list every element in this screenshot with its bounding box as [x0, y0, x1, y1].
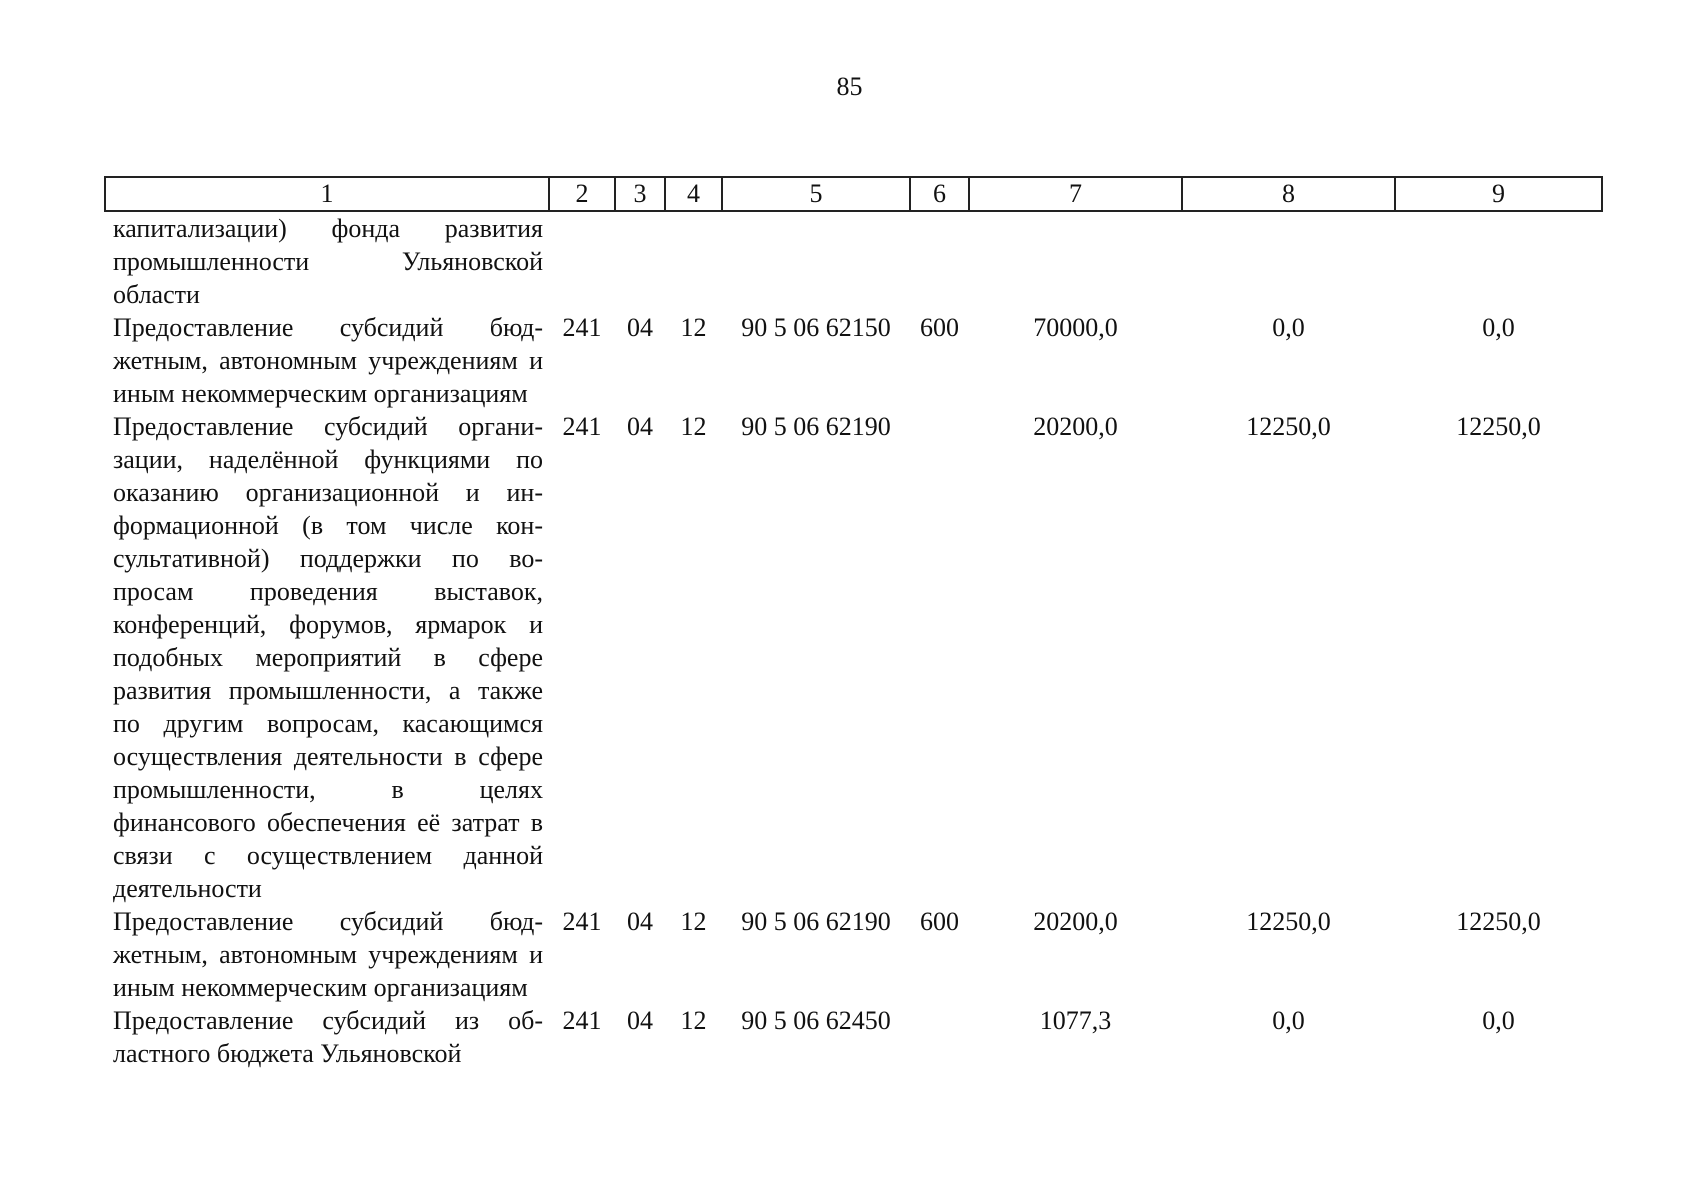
row-col-5: 90 5 06 62190 — [741, 412, 891, 441]
row-col-8: 12250,0 — [1246, 412, 1331, 441]
row-col-2: 241 — [562, 1006, 602, 1035]
header-col-1: 1 — [105, 177, 549, 211]
row-col-7: 20200,0 — [1033, 907, 1118, 936]
header-col-5: 5 — [722, 177, 910, 211]
header-col-9: 9 — [1395, 177, 1602, 211]
row-col-7 — [969, 211, 1182, 311]
row-description: Предоставление субсидий организации, наделённой функциями по оказанию организационной и информационной (в том числе консультативной) поддержки по вопросам проведения выставок, конференций, форумов, ярмарок и подобных мероприятий в сфере развития промышленности, а также по другим вопросам, касающимся осуществления деятельности в сфере промышленности, в целях финансового обеспечения её затрат в связи с осуществлением данной деятельности — [113, 412, 543, 903]
table-header — [105, 177, 1602, 211]
row-col-4 — [665, 211, 722, 311]
row-col-3: 04 — [627, 313, 653, 342]
row-col-6 — [910, 410, 969, 905]
table-row — [105, 311, 1602, 410]
row-col-5: 90 5 06 62190 — [741, 907, 891, 936]
page-number: 85 — [836, 72, 863, 101]
row-col-9 — [1395, 211, 1602, 311]
row-col-9: 12250,0 — [1456, 412, 1541, 441]
row-col-6: 600 — [920, 313, 959, 342]
row-col-8: 0,0 — [1272, 1006, 1305, 1035]
header-row — [105, 177, 1602, 211]
row-col-3 — [615, 211, 665, 311]
row-col-7: 1077,3 — [1039, 1006, 1112, 1035]
row-col-5 — [722, 211, 910, 311]
table-row — [105, 905, 1602, 1004]
row-col-7: 70000,0 — [1033, 313, 1118, 342]
header-col-7: 7 — [969, 177, 1182, 211]
row-description: Предоставление субсидий бюджетным, автономным учреждениям и иным некоммерческим организациям — [113, 907, 543, 1002]
header-col-4: 4 — [665, 177, 722, 211]
row-col-6 — [910, 1004, 969, 1070]
row-col-4: 12 — [680, 1006, 707, 1035]
row-col-4: 12 — [680, 907, 707, 936]
header-col-6: 6 — [910, 177, 969, 211]
row-col-4: 12 — [680, 313, 707, 342]
row-description: капитализации) фонда развития промышленности Ульяновской области — [113, 214, 543, 309]
header-col-2: 2 — [549, 177, 615, 211]
row-description: Предоставление субсидий из областного бюджета Ульяновской — [113, 1006, 543, 1068]
row-col-8: 0,0 — [1272, 313, 1305, 342]
table-row — [105, 410, 1602, 905]
row-col-2 — [549, 211, 615, 311]
header-col-8: 8 — [1182, 177, 1395, 211]
row-col-2: 241 — [562, 313, 602, 342]
row-col-6: 600 — [920, 907, 959, 936]
row-col-5: 90 5 06 62150 — [741, 313, 891, 342]
table-row — [105, 1004, 1602, 1070]
table-row — [105, 211, 1602, 311]
row-col-8: 12250,0 — [1246, 907, 1331, 936]
row-col-3: 04 — [627, 907, 653, 936]
row-col-3: 04 — [627, 1006, 653, 1035]
row-col-9: 12250,0 — [1456, 907, 1541, 936]
row-col-8 — [1182, 211, 1395, 311]
row-col-9: 0,0 — [1482, 1006, 1515, 1035]
row-col-7: 20200,0 — [1033, 412, 1118, 441]
row-col-6 — [910, 211, 969, 311]
row-col-3: 04 — [627, 412, 653, 441]
row-col-2: 241 — [562, 907, 602, 936]
row-col-4: 12 — [680, 412, 707, 441]
budget-table — [104, 176, 1603, 1070]
row-description: Предоставление субсидий бюджетным, автономным учреждениям и иным некоммерческим организациям — [113, 313, 543, 408]
row-col-9: 0,0 — [1482, 313, 1515, 342]
row-col-5: 90 5 06 62450 — [741, 1006, 891, 1035]
row-col-2: 241 — [562, 412, 602, 441]
header-col-3: 3 — [615, 177, 665, 211]
table-body — [105, 211, 1602, 1070]
